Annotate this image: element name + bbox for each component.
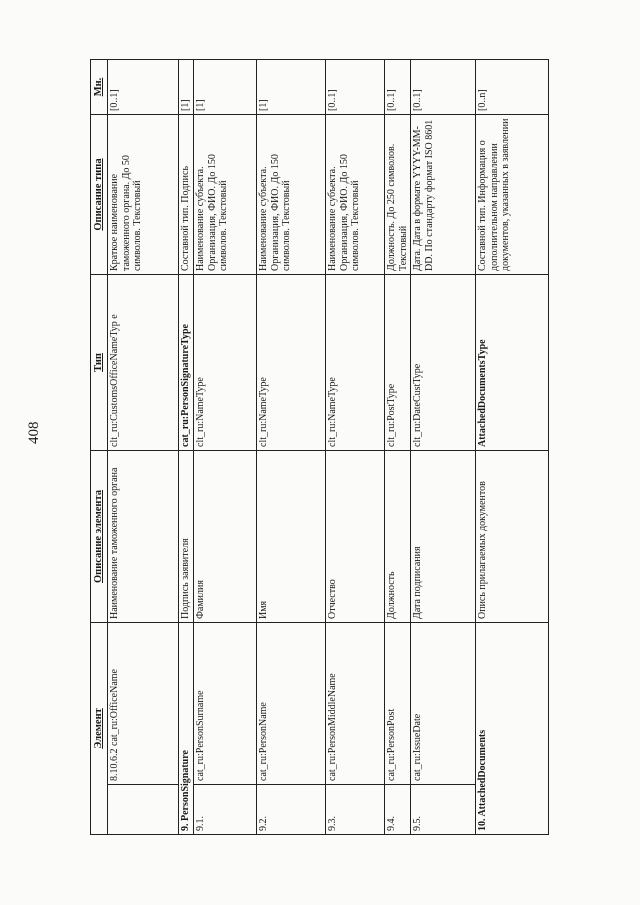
table-row xyxy=(326,60,385,835)
type-desc-cell: Наименование субъекта. Организация, ФИО. До 150 символов. Текстовый xyxy=(194,115,257,275)
type-desc-cell: Наименование субъекта. Организация, ФИО. До 150 символов. Текстовый xyxy=(326,115,385,275)
element-desc-cell: Фамилия xyxy=(194,451,257,623)
type-desc-cell: Наименование субъекта. Организация, ФИО. До 150 символов. Текстовый xyxy=(257,115,326,275)
header-element-desc: Описание элемента xyxy=(91,451,108,623)
element-cell xyxy=(476,623,549,835)
mult-cell: [0..1] xyxy=(411,60,476,115)
element-cell: cat_ru:PersonMiddleName xyxy=(326,623,385,785)
table-row xyxy=(411,60,476,835)
table-row xyxy=(385,60,411,835)
element-cell: cat_ru:PersonPost xyxy=(385,623,411,785)
mult-cell: [0..1] xyxy=(326,60,385,115)
type-desc-cell: Должность. До 250 символов. Текстовый xyxy=(385,115,411,275)
element-cell: cat_ru:IssueDate xyxy=(411,623,476,785)
type-cell: clt_ru:CustomsOfficeNameTyp e xyxy=(108,275,179,451)
element-cell: cat_ru:PersonSurname xyxy=(194,623,257,785)
type-cell: clt_ru:NameType xyxy=(326,275,385,451)
type-cell: clt_ru:PostType xyxy=(385,275,411,451)
row-element: cat_ru:OfficeName xyxy=(109,669,121,746)
row-num-cell: 9.2. xyxy=(257,785,326,835)
header-type: Тип xyxy=(91,275,108,451)
mult-cell: [1] xyxy=(257,60,326,115)
element-desc-cell: Должность xyxy=(385,451,411,623)
type-cell: clt_ru:DateCustType xyxy=(411,275,476,451)
row-num: 9. xyxy=(180,823,192,831)
mult-cell: [0..1] xyxy=(385,60,411,115)
row-element: PersonSignature xyxy=(180,750,192,821)
header-element: Элемент xyxy=(91,623,108,835)
type-cell: clt_ru:NameType xyxy=(194,275,257,451)
type-desc-cell: Краткое наименование таможенного органа. До 50 символов. Текстовый xyxy=(108,115,179,275)
row-num-cell: 9.4. xyxy=(385,785,411,835)
rotated-table-wrapper xyxy=(90,60,550,835)
element-desc-cell: Имя xyxy=(257,451,326,623)
table-row xyxy=(179,60,194,835)
element-cell: cat_ru:PersonName xyxy=(257,623,326,785)
type-cell: clt_ru:NameType xyxy=(257,275,326,451)
element-desc-cell: Наименование таможенного органа xyxy=(108,451,179,623)
element-cell xyxy=(179,623,194,835)
type-cell: cat_ru:PersonSignatureType xyxy=(179,275,194,451)
type-desc-cell: Дата. Дата в формате YYYY-MM-DD. По стандарту формат ISO 8601 xyxy=(411,115,476,275)
header-type-desc: Описание типа xyxy=(91,115,108,275)
table-header-row xyxy=(91,60,108,835)
row-num: 8.10.6.2 xyxy=(109,748,121,781)
table-row xyxy=(108,60,179,835)
mult-cell: [0..n] xyxy=(476,60,549,115)
schema-table xyxy=(90,59,549,835)
row-num-cell: 9.1. xyxy=(194,785,257,835)
type-desc-cell: Составной тип. Информация о дополнительном направлении документов, указанных в заявлении xyxy=(476,115,549,275)
indent-cell xyxy=(108,785,179,835)
mult-cell: [1] xyxy=(194,60,257,115)
element-desc-cell: Дата подписания xyxy=(411,451,476,623)
table-row xyxy=(257,60,326,835)
type-cell: AttachedDocumentsType xyxy=(476,275,549,451)
row-num-cell: 9.5. xyxy=(411,785,476,835)
page-number: 408 xyxy=(26,421,42,444)
element-desc-cell: Отчество xyxy=(326,451,385,623)
table-row xyxy=(194,60,257,835)
element-cell xyxy=(108,623,179,785)
row-element: AttachedDocuments xyxy=(477,729,489,817)
row-num: 10. xyxy=(477,818,489,831)
table-row xyxy=(476,60,549,835)
type-desc-cell: Составной тип. Подпись xyxy=(179,115,194,275)
row-num-cell: 9.3. xyxy=(326,785,385,835)
mult-cell: [1] xyxy=(179,60,194,115)
mult-cell: [0..1] xyxy=(108,60,179,115)
element-desc-cell: Опись прилагаемых документов xyxy=(476,451,549,623)
element-desc-cell: Подпись заявителя xyxy=(179,451,194,623)
header-mult: Мн. xyxy=(91,60,108,115)
